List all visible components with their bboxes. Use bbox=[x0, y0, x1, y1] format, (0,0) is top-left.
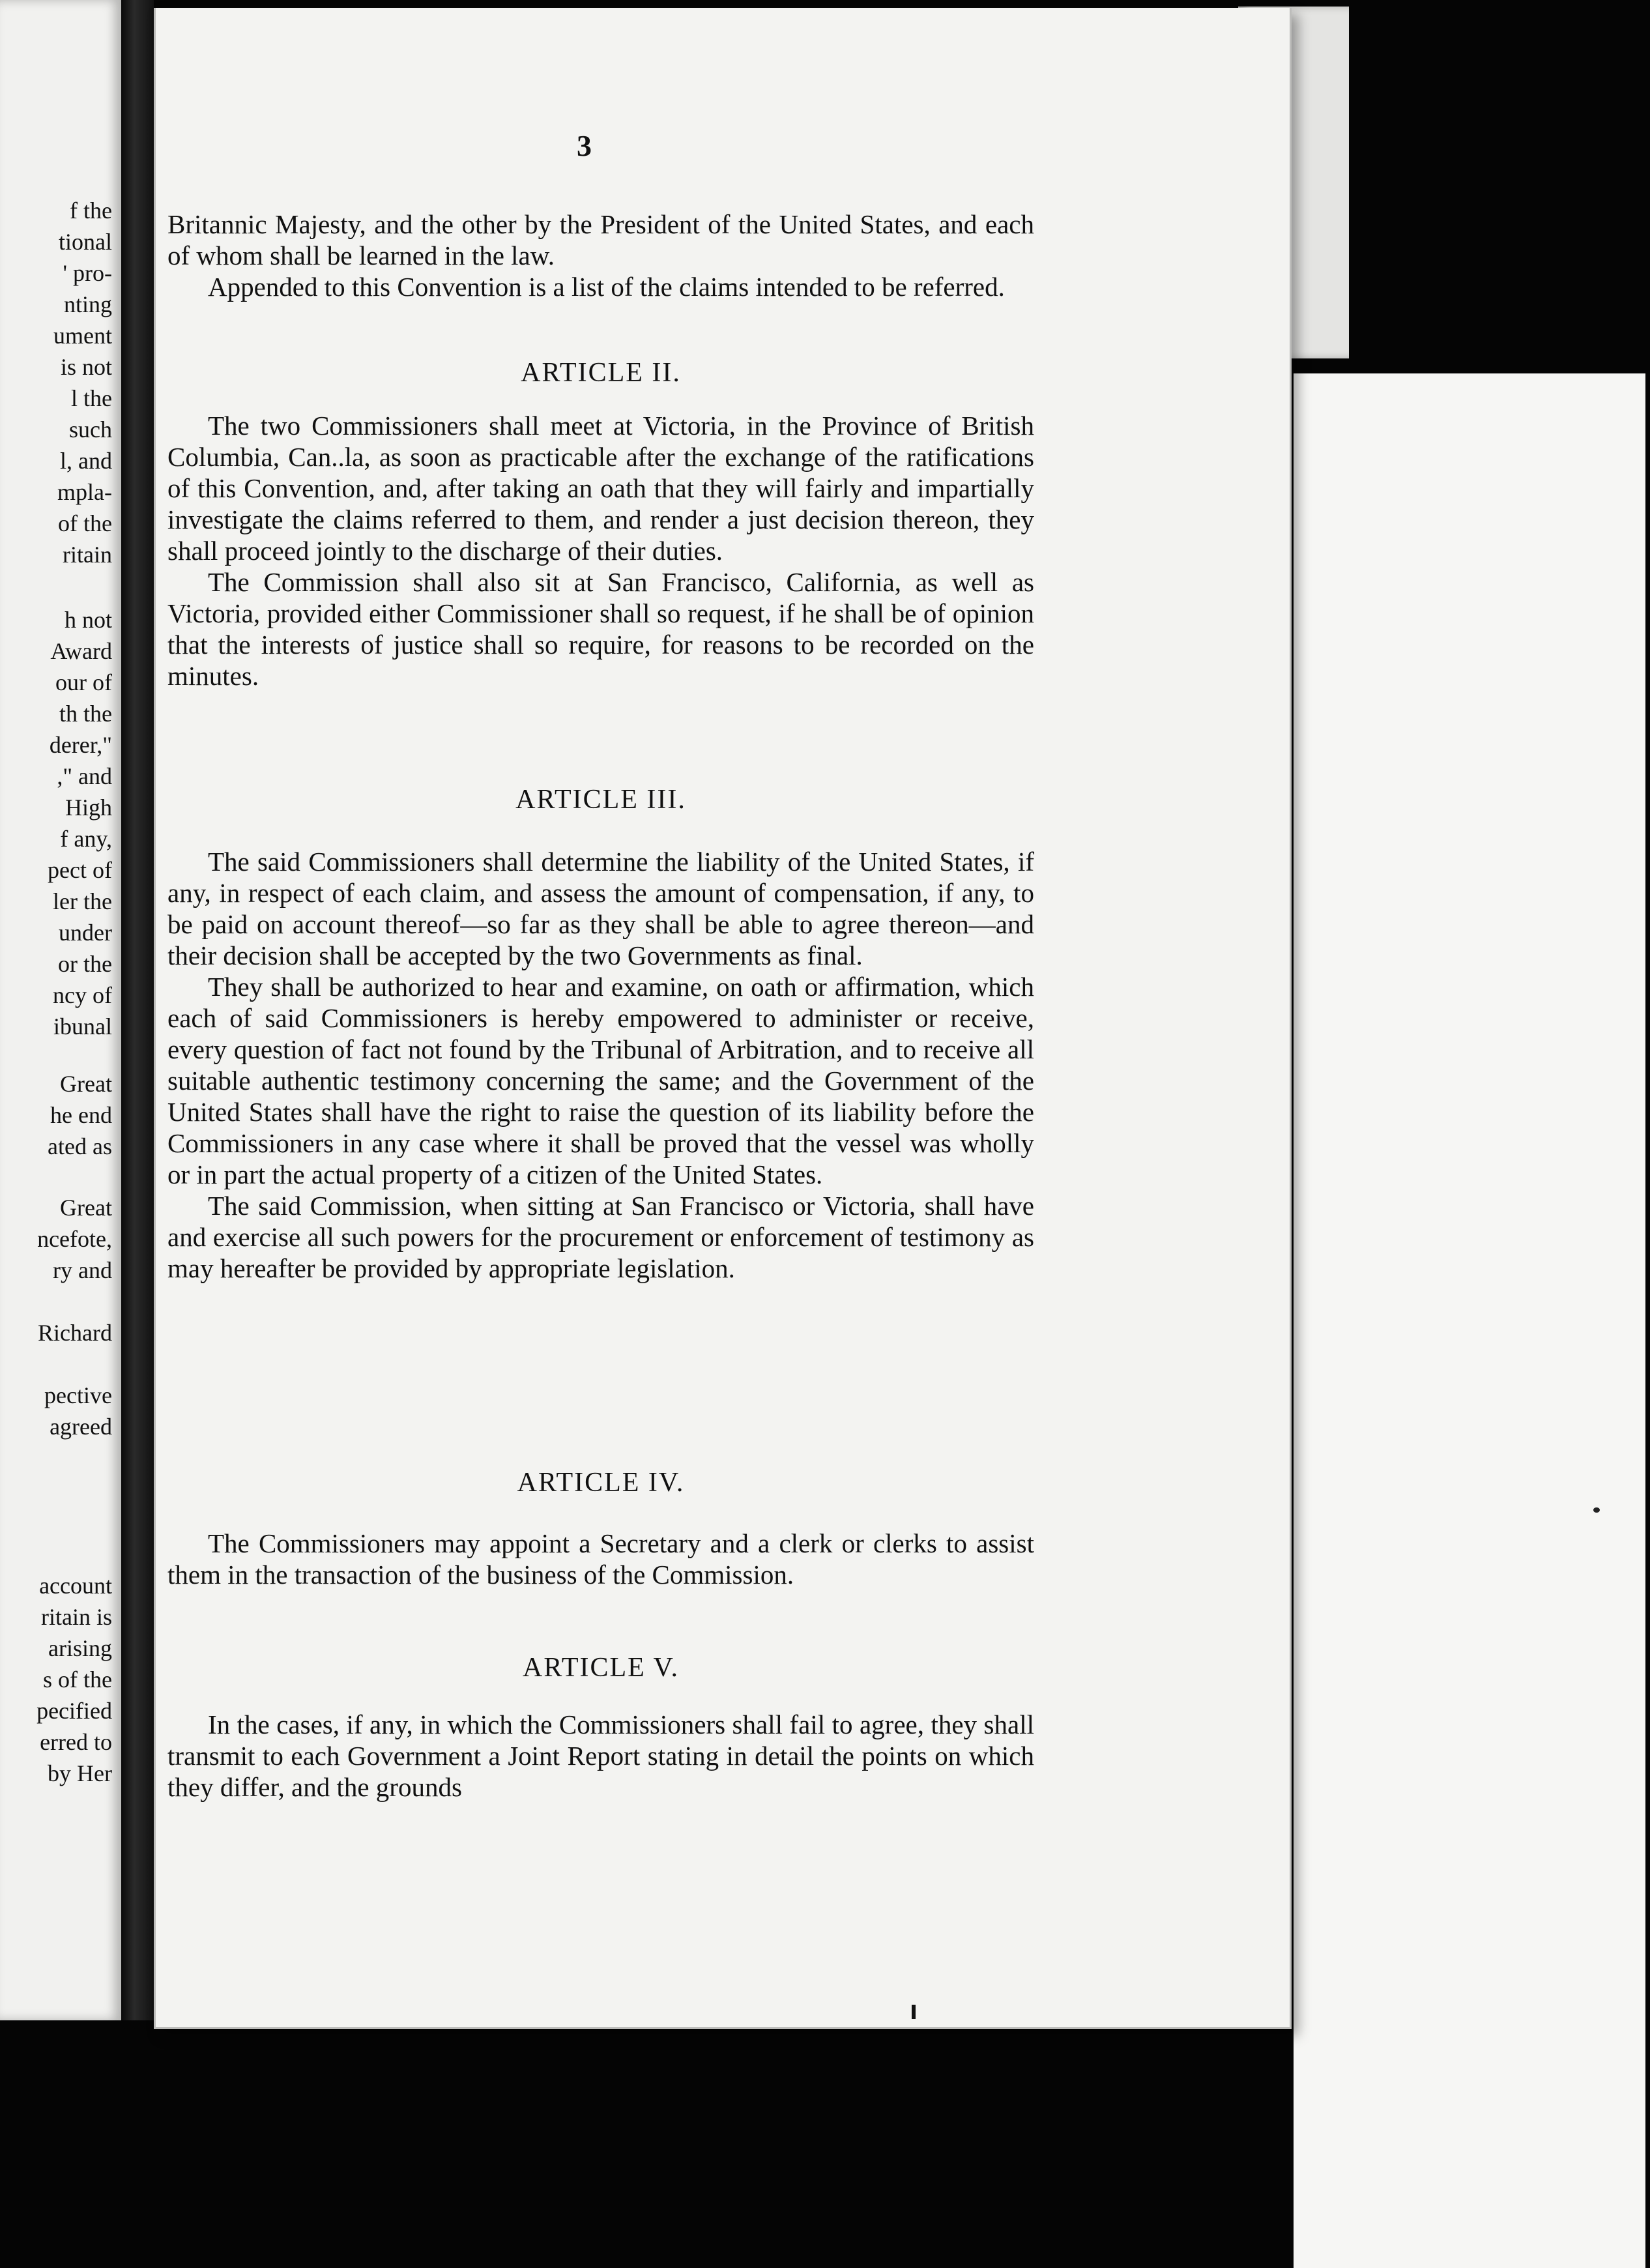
left-text-line: derer," bbox=[49, 732, 112, 758]
document-page bbox=[154, 8, 1292, 2029]
article-paragraph: The said Commission, when sitting at San Francisco or Victoria, shall have and exercise all such powers for the procurement or enforcement of testimony as may hereafter be provided by appropriate legislation. bbox=[167, 1191, 1034, 1283]
left-text-line: High bbox=[65, 794, 112, 821]
left-text-line: under bbox=[59, 920, 112, 946]
article-paragraph: The Commission shall also sit at San Francisco, California, as well as Victoria, provided either Commissioner shall so request, if he shall be of opinion that the interests of justice shall so require, for reasons to be recorded on the minutes. bbox=[167, 567, 1034, 691]
left-text-line: pecified bbox=[36, 1698, 112, 1724]
page-number: 3 bbox=[577, 129, 592, 162]
article-2 bbox=[167, 356, 1034, 691]
article-heading: ARTICLE III. bbox=[515, 785, 686, 815]
article-3 bbox=[167, 783, 1034, 1284]
appendix-paragraph: Appended to this Convention is a list of the claims intended to be referred. bbox=[208, 272, 1005, 302]
left-text-line: erred to bbox=[40, 1729, 112, 1755]
left-text-line: Richard bbox=[38, 1320, 112, 1346]
article-paragraph: In the cases, if any, in which the Commissioners shall fail to agree, they shall transmit to each Government a Joint Report stating in detail the points on which they differ, and the grounds bbox=[167, 1709, 1034, 1802]
article-paragraph: The Commissioners may appoint a Secretary and a clerk or clerks to assist them in the transaction of the business of the Commission. bbox=[167, 1528, 1034, 1590]
article-paragraph: The said Commissioners shall determine the liability of the United States, if any, in respect of each claim, and assess the amount of compensation, if any, to be paid on account thereof—so far as they shall be able to agree thereon—and their decision shall be accepted by the two Governments as final. bbox=[167, 847, 1034, 970]
left-text-line: s of the bbox=[43, 1666, 112, 1693]
left-text-line: pect of bbox=[48, 857, 112, 883]
article-heading: ARTICLE V. bbox=[523, 1653, 679, 1683]
ink-speck bbox=[1593, 1507, 1600, 1513]
left-text-line: mpla- bbox=[57, 479, 112, 505]
left-text-line: ibunal bbox=[53, 1013, 112, 1040]
left-text-line: is not bbox=[60, 354, 112, 380]
left-text-line: pective bbox=[44, 1382, 112, 1408]
left-text-line: of the bbox=[58, 510, 112, 536]
left-text-line: by Her bbox=[48, 1760, 112, 1786]
left-page-fragment bbox=[0, 0, 121, 2020]
book-gutter bbox=[121, 0, 154, 2020]
left-text-line: ritain bbox=[63, 542, 112, 568]
left-text-line: f the bbox=[70, 197, 112, 224]
left-text-line: Great bbox=[60, 1195, 112, 1221]
left-text-line: Award bbox=[50, 638, 112, 664]
opening-section bbox=[167, 209, 1034, 302]
left-text-line: Great bbox=[60, 1071, 112, 1097]
left-text-line: f any, bbox=[60, 826, 112, 852]
continuation-paragraph: Britannic Majesty, and the other by the President of the United States, and each of whom shall be learned in the law. bbox=[167, 209, 1034, 270]
ink-mark bbox=[912, 2005, 916, 2019]
left-text-line: account bbox=[39, 1573, 112, 1599]
left-text-line: ' pro- bbox=[63, 260, 112, 286]
left-text-line: th the bbox=[59, 701, 112, 727]
article-paragraph: They shall be authorized to hear and examine, on oath or affirmation, which each of said Commissioners is hereby empowered to administer or receive, every question of fact not found by the Tribunal of Arbitration, and to receive all suitable authentic testimony concerning the same; and the Government of the United States shall have the right to raise the question of its liability before the Commissioners in any case where it shall be proved that the vessel was wholly or in part the actual property of a citizen of the United States. bbox=[167, 972, 1034, 1189]
left-text-line: or the bbox=[58, 951, 112, 977]
article-4 bbox=[167, 1466, 1034, 1590]
left-text-line: ler the bbox=[53, 888, 112, 914]
left-text-line: tional bbox=[59, 229, 112, 255]
left-text-line: ritain is bbox=[41, 1604, 112, 1630]
left-text-line: agreed bbox=[50, 1414, 112, 1440]
left-text-line: ncefote, bbox=[37, 1226, 112, 1252]
blank-facing-sheet bbox=[1294, 373, 1645, 2268]
left-text-line: ument bbox=[53, 323, 112, 349]
left-text-line: nting bbox=[63, 291, 112, 317]
left-text-line: he end bbox=[50, 1102, 112, 1128]
left-text-line: such bbox=[69, 416, 112, 443]
left-text-line: ry and bbox=[53, 1257, 112, 1283]
left-text-line: l the bbox=[71, 385, 112, 411]
left-text-line: arising bbox=[48, 1635, 112, 1661]
left-text-line: ," and bbox=[57, 763, 112, 789]
left-text-line: ncy of bbox=[53, 982, 112, 1008]
article-heading: ARTICLE IV. bbox=[517, 1468, 685, 1498]
left-text-line: l, and bbox=[60, 448, 112, 474]
article-5 bbox=[167, 1651, 1034, 1803]
left-text-line: our of bbox=[55, 669, 112, 695]
article-heading: ARTICLE II. bbox=[521, 358, 681, 388]
left-text-line: ated as bbox=[48, 1133, 112, 1159]
article-paragraph: The two Commissioners shall meet at Victoria, in the Province of British Columbia, Can..la, as soon as practicable after the exchange of the ratifications of this Convention, and, after taking an oath that they will fairly and impartially investigate the claims referred to them, and render a just decision thereon, they shall proceed jointly to the discharge of their duties. bbox=[167, 411, 1034, 566]
left-text-line: h not bbox=[64, 607, 112, 633]
